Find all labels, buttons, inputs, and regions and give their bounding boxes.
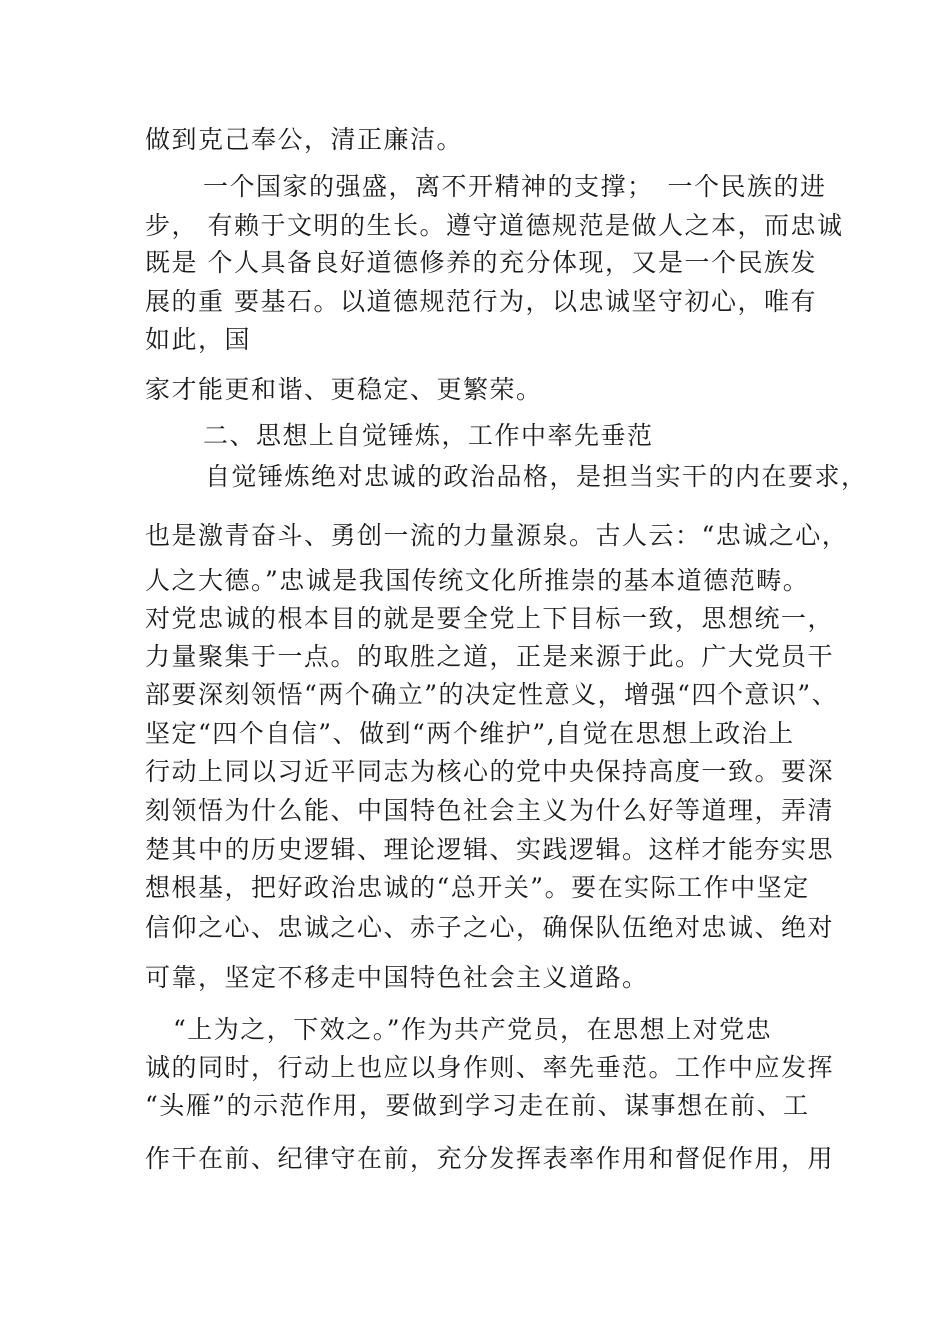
- text-line: 想根基，把好政治忠诚的“总开关”。要在实际工作中坚定: [145, 873, 810, 902]
- text-line: 自觉锤炼绝对忠诚的政治品格，是担当实干的内在要求，: [205, 462, 868, 491]
- text-line: 家才能更和谐、更稳定、更繁荣。: [145, 375, 543, 404]
- text-line: 力量聚集于一点。的取胜之道，正是来源于此。广大党员干: [145, 642, 835, 671]
- text-line: 对党忠诚的根本目的就是要全党上下目标一致，思想统一，: [145, 604, 835, 633]
- text-line: 信仰之心、忠诚之心、赤子之心，确保队伍绝对忠诚、绝对: [145, 913, 835, 942]
- text-line: 行动上同以习近平同志为核心的党中央保持高度一致。要深: [145, 757, 835, 786]
- text-line: 人之大德。”忠诚是我国传统文化所推崇的基本道德范畴。: [145, 566, 810, 595]
- text-line: 一个国家的强盛，离不开精神的支撑； 一个民族的进: [203, 172, 827, 201]
- text-line: 刻领悟为什么能、中国特色社会主义为什么好等道理，弄清: [145, 796, 835, 825]
- text-line: 做到克己奉公，清正廉洁。: [145, 125, 464, 154]
- text-line: 作干在前、纪律守在前，充分发挥表率作用和督促作用，用: [145, 1144, 835, 1173]
- text-line: 部要深刻领悟“两个确立”的决定性意义，增强“四个意识”、: [145, 680, 839, 709]
- text-line: 楚其中的历史逻辑、理论逻辑、实践逻辑。这样才能夯实思: [145, 835, 835, 864]
- text-line: 步， 有赖于文明的生长。遵守道德规范是做人之本，而忠诚: [145, 211, 844, 240]
- text-line: 诚的同时，行动上也应以身作则、率先垂范。工作中应发挥: [145, 1053, 835, 1082]
- text-line: 坚定“四个自信”、做到“两个维护”,自觉在思想上政治上: [145, 719, 795, 748]
- text-line: 可靠，坚定不移走中国特色社会主义道路。: [145, 963, 649, 992]
- text-line: 既是 个人具备良好道德修养的充分体现，又是一个民族发: [145, 248, 817, 277]
- text-line: “头雁”的示范作用，要做到学习走在前、谋事想在前、工: [145, 1091, 810, 1120]
- text-line: 展的重 要基石。以道德规范行为，以忠诚坚守初心，唯有: [145, 287, 817, 316]
- text-line: 如此，国: [145, 325, 252, 354]
- text-line: “上为之，下效之。”作为共产党员，在思想上对党忠: [173, 1015, 773, 1044]
- text-line: 也是激青奋斗、勇创一流的力量源泉。古人云：“忠诚之心，: [145, 521, 849, 550]
- section-heading: 二、思想上自觉锤炼，工作中率先垂范: [203, 421, 654, 450]
